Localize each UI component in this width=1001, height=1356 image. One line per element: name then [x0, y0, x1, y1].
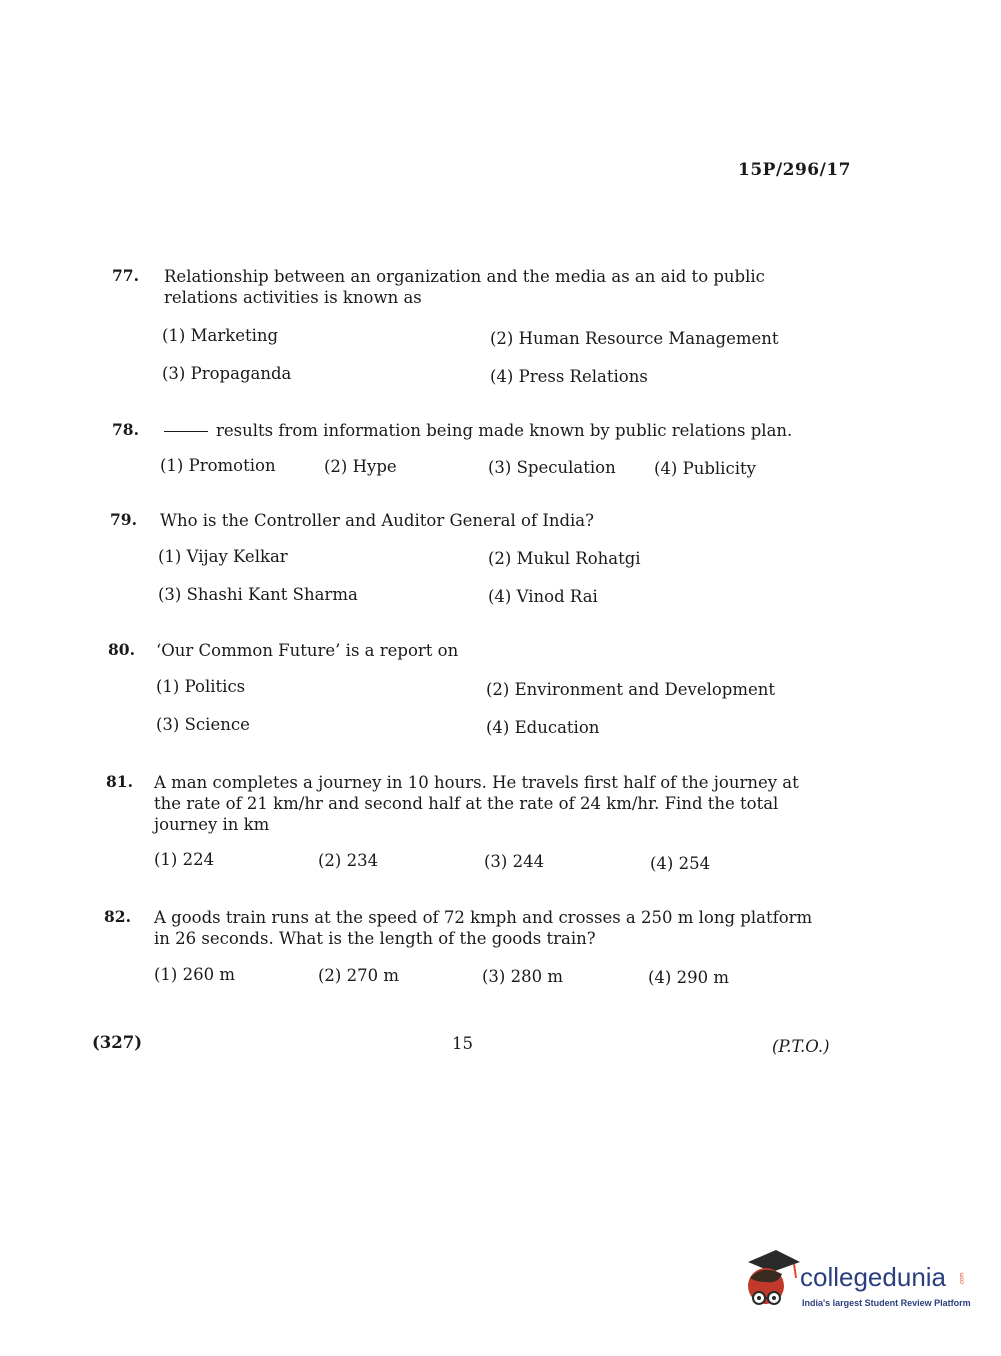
- option-1[interactable]: (1) 224: [154, 850, 215, 869]
- question-number: 78.: [112, 420, 139, 439]
- option-1[interactable]: (1) 260 m: [154, 965, 236, 984]
- option-3[interactable]: (3) Science: [156, 715, 250, 734]
- option-4[interactable]: (4) Publicity: [654, 459, 756, 478]
- paper-code: 15P/296/17: [738, 160, 852, 180]
- option-2[interactable]: (2) Environment and Development: [486, 680, 776, 699]
- question-number: 80.: [108, 640, 135, 659]
- question-number: 81.: [106, 772, 133, 791]
- mascot-icon: [742, 1248, 802, 1318]
- question-79: [110, 510, 850, 610]
- footer-code: (327): [92, 1033, 143, 1052]
- logo-domain-suffix: .com: [959, 1272, 966, 1286]
- question-text-line: A man completes a journey in 10 hours. He travels first half of the journey at: [154, 773, 799, 792]
- question-text-line: the rate of 21 km/hr and second half at the rate of 24 km/hr. Find the total: [154, 794, 779, 813]
- question-text-line: results from information being made known by public relations plan.: [216, 421, 793, 440]
- question-text: [160, 510, 594, 531]
- option-1[interactable]: (1) Promotion: [160, 456, 276, 475]
- option-3[interactable]: (3) 244: [484, 852, 545, 871]
- question-number: 82.: [104, 907, 131, 926]
- option-1[interactable]: (1) Vijay Kelkar: [158, 547, 288, 566]
- option-3[interactable]: (3) Propaganda: [162, 364, 292, 383]
- option-3[interactable]: (3) 280 m: [482, 967, 564, 986]
- question-text-line: Who is the Controller and Auditor General of India?: [160, 511, 594, 530]
- question-number: 79.: [110, 510, 137, 529]
- option-2[interactable]: (2) 234: [318, 851, 379, 870]
- option-1[interactable]: (1) Politics: [156, 677, 246, 696]
- option-2[interactable]: (2) Mukul Rohatgi: [488, 549, 641, 568]
- option-4[interactable]: (4) 254: [650, 854, 711, 873]
- fill-in-blank: [164, 431, 208, 432]
- question-text-line: journey in km: [154, 815, 270, 834]
- option-1[interactable]: (1) Marketing: [162, 326, 279, 345]
- logo-tagline: India's largest Student Review Platform: [802, 1298, 971, 1308]
- question-number: 77.: [112, 266, 139, 285]
- option-2[interactable]: (2) 270 m: [318, 966, 400, 985]
- question-82: [104, 907, 844, 987]
- option-4[interactable]: (4) Vinod Rai: [488, 587, 598, 606]
- logo-wordmark: collegedunia: [800, 1262, 947, 1292]
- option-2[interactable]: (2) Human Resource Management: [490, 329, 779, 348]
- collegedunia-logo[interactable]: [742, 1248, 970, 1318]
- question-text-line: ‘Our Common Future’ is a report on: [156, 641, 459, 660]
- pto-note: (P.T.O.): [772, 1037, 830, 1056]
- option-4[interactable]: (4) 290 m: [648, 968, 730, 987]
- question-text: [156, 640, 458, 661]
- question-text-line: Relationship between an organization and the media as an aid to public: [164, 267, 765, 286]
- question-text: [164, 420, 792, 441]
- question-78: [112, 420, 852, 490]
- question-80: [108, 640, 848, 740]
- page-number: 15: [452, 1034, 473, 1053]
- question-text-line: relations activities is known as: [164, 288, 422, 307]
- option-3[interactable]: (3) Speculation: [488, 458, 616, 477]
- question-81: [106, 772, 846, 877]
- question-text: [154, 907, 812, 949]
- option-4[interactable]: (4) Press Relations: [490, 367, 648, 386]
- question-text-line: A goods train runs at the speed of 72 kmph and crosses a 250 m long platform: [154, 908, 813, 927]
- question-text-line: in 26 seconds. What is the length of the goods train?: [154, 929, 596, 948]
- question-77: [112, 266, 852, 396]
- option-2[interactable]: (2) Hype: [324, 457, 397, 476]
- option-4[interactable]: (4) Education: [486, 718, 600, 737]
- question-text: [154, 772, 799, 835]
- question-text: [164, 266, 765, 308]
- option-3[interactable]: (3) Shashi Kant Sharma: [158, 585, 358, 604]
